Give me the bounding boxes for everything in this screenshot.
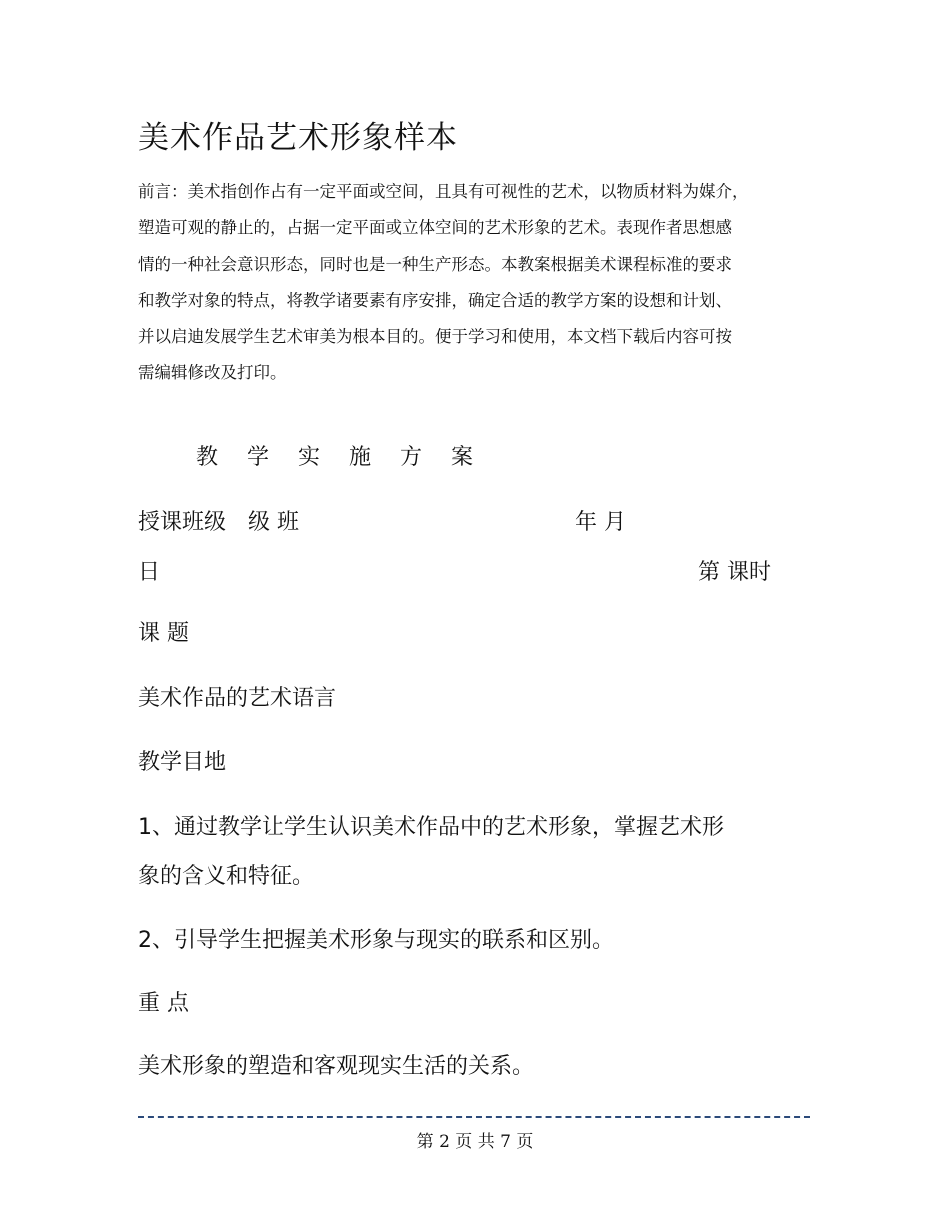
preface-line: 并以启迪发展学生艺术审美为根本目的。便于学习和使用，本文档下载后内容可按 — [138, 327, 732, 347]
plan-title: 教 学 实 施 方 案 — [196, 445, 484, 470]
objective-1-line-2: 象的含义和特征。 — [138, 864, 315, 889]
date-year-month: 年 月 — [575, 510, 626, 535]
objective-2: 2、引导学生把握美术形象与现实的联系和区别。 — [138, 928, 614, 953]
preface-line: 前言：美术指创作占有一定平面或空间，且具有可视性的艺术，以物质材料为媒介， — [138, 182, 749, 201]
preface-line: 需编辑修改及打印。 — [138, 363, 287, 383]
footer-divider — [138, 1116, 810, 1118]
topic-value: 美术作品的艺术语言 — [138, 686, 337, 711]
date-day: 日 — [138, 560, 161, 585]
objectives-label: 教学目地 — [138, 750, 227, 775]
key-point-value: 美术形象的塑造和客观现实生活的关系。 — [138, 1054, 535, 1079]
lesson-period: 第 课时 — [698, 560, 771, 585]
topic-label: 课 题 — [138, 621, 189, 646]
class-label: 授课班级 级 班 — [138, 510, 299, 535]
page-number: 第 2 页 共 7 页 — [416, 1132, 534, 1152]
key-point-label: 重 点 — [138, 991, 189, 1016]
preface-line: 和教学对象的特点，将教学诸要素有序安排，确定合适的教学方案的设想和计划、 — [138, 290, 732, 310]
preface-line: 塑造可观的静止的，占据一定平面或立体空间的艺术形象的艺术。表现作者思想感 — [138, 218, 732, 238]
preface-paragraph — [138, 174, 783, 392]
document-title: 美术作品艺术形象样本 — [138, 120, 458, 156]
preface-line: 情的一种社会意识形态，同时也是一种生产形态。本教案根据美术课程标准的要求 — [138, 254, 732, 274]
objective-1-line-1: 1、通过教学让学生认识美术作品中的艺术形象，掌握艺术形 — [138, 815, 724, 840]
